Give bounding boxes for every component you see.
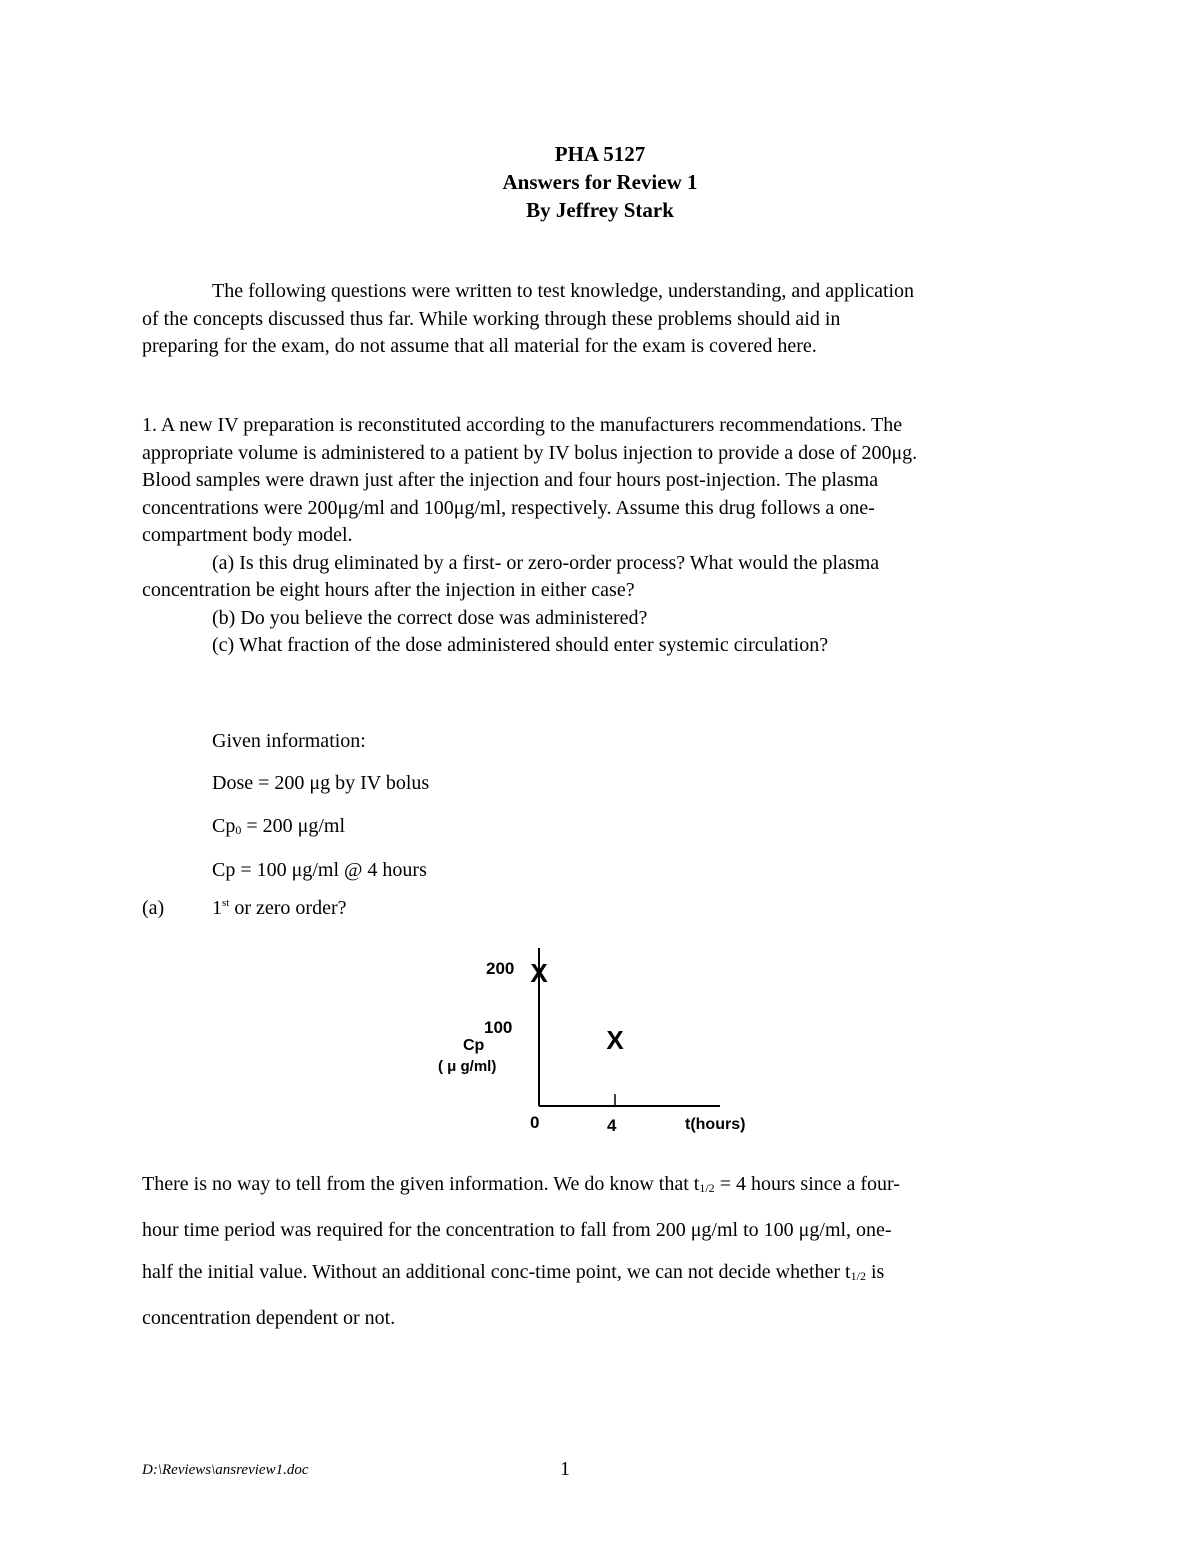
question-line: compartment body model. [142, 524, 353, 546]
y-tick-label-100: 100 [484, 1018, 513, 1037]
answer-paragraph [142, 1163, 1062, 1339]
y-axis-label: Cp [463, 1037, 485, 1054]
cp0-subscript: 0 [235, 823, 242, 837]
answer-text: There is no way to tell from the given information. We do know that t [142, 1173, 700, 1195]
cp0-value: = 200 μg/ml [241, 815, 346, 837]
question-part-a-cont: concentration be eight hours after the injection in either case? [142, 579, 635, 601]
answer-line: hour time period was required for the concentration to fall from 200 μg/ml to 100 μg/ml, one- [142, 1219, 892, 1241]
x-tick-label-4: 4 [607, 1116, 617, 1135]
question-part-b: (b) Do you believe the correct dose was administered? [212, 606, 648, 629]
intro-line: of the concepts discussed thus far. While working through these problems should aid in [142, 307, 841, 330]
document-header [0, 140, 1200, 224]
answer-line [142, 1251, 1062, 1297]
y-tick-label-200: 200 [486, 959, 515, 978]
course-code: PHA 5127 [554, 142, 646, 166]
intro-paragraph [142, 278, 1062, 361]
question-line: 1. A new IV preparation is reconstituted according to the manufacturers recommendations. The [142, 414, 903, 436]
data-point-marker: X [530, 958, 548, 988]
page-number: 1 [560, 1458, 570, 1480]
question-part-a: (a) Is this drug eliminated by a first- or zero-order process? What would the plasma [212, 551, 880, 574]
half-life-subscript: 1/2 [850, 1269, 866, 1283]
question-line: appropriate volume is administered to a patient by IV bolus injection to provide a dose of 200μg. [142, 441, 918, 464]
answer-line [142, 1163, 1062, 1209]
given-heading: Given information: [212, 730, 366, 752]
answer-text: is [865, 1261, 885, 1283]
cp0-prefix: Cp [212, 815, 236, 837]
part-a-superscript: st [222, 897, 230, 909]
given-cp4: Cp = 100 μg/ml @ 4 hours [212, 859, 427, 881]
answer-line: concentration dependent or not. [142, 1307, 396, 1329]
answer-text: half the initial value. Without an additional conc-time point, we can not decide whether t [142, 1261, 851, 1283]
part-a-label: (a) [142, 897, 165, 919]
question-part-c: (c) What fraction of the dose administered should enter systemic circulation? [212, 634, 829, 656]
intro-line: The following questions were written to test knowledge, understanding, and application [212, 280, 915, 302]
x-axis-label: t(hours) [685, 1116, 746, 1133]
part-a-text-post: or zero order? [229, 897, 347, 919]
part-a-text-pre: 1 [212, 897, 222, 919]
intro-line: preparing for the exam, do not assume that all material for the exam is covered here. [142, 335, 817, 357]
concentration-time-chart [420, 940, 780, 1140]
half-life-subscript: 1/2 [699, 1181, 715, 1195]
part-a-question [212, 897, 347, 920]
footer-file-path: D:\Reviews\ansreview1.doc [142, 1462, 309, 1478]
question-line: Blood samples were drawn just after the injection and four hours post-injection. The plasma [142, 469, 879, 491]
question-line: concentrations were 200μg/ml and 100μg/ml, respectively. Assume this drug follows a one- [142, 496, 875, 519]
y-axis-units: ( μ g/ml) [438, 1058, 497, 1075]
given-dose: Dose = 200 μg by IV bolus [212, 772, 430, 794]
document-title: Answers for Review 1 [502, 170, 698, 194]
author-line: By Jeffrey Stark [526, 198, 674, 222]
answer-text: = 4 hours since a four- [714, 1173, 900, 1195]
x-tick-label-0: 0 [530, 1113, 540, 1132]
data-point-marker: X [606, 1025, 624, 1055]
question-1 [142, 412, 1062, 660]
given-cp0 [212, 813, 345, 844]
